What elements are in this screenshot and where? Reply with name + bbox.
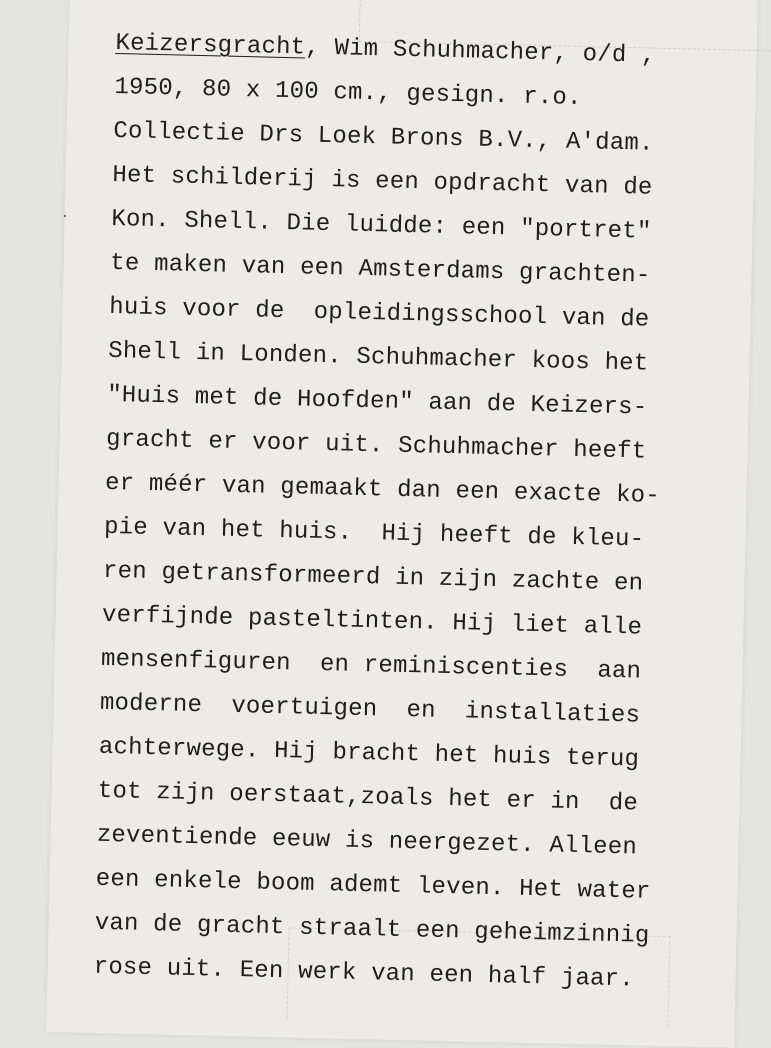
- text-line: Kon. Shell. Die luidde: een "portret": [111, 205, 652, 246]
- text-line: zeventiende eeuw is neergezet. Alleen: [96, 821, 638, 862]
- text-line: gracht er voor uit. Schuhmacher heeft: [105, 425, 647, 466]
- text-line: huis voor de opleidingsschool van de: [108, 293, 650, 334]
- ink-speck: [64, 215, 66, 217]
- text-line: Shell in Londen. Schuhmacher koos het: [107, 337, 649, 378]
- typewritten-text: [93, 22, 696, 1003]
- artwork-title: Keizersgracht: [115, 29, 306, 62]
- text-line: "Huis met de Hoofden" aan de Keizers-: [106, 381, 648, 422]
- text-line: mensenfiguren en reminiscenties aan: [100, 645, 642, 686]
- text-line: er méér van gemaakt dan een exacte ko-: [104, 469, 661, 510]
- text-line: 1950, 80 x 100 cm., gesign. r.o.: [114, 73, 582, 112]
- artwork-meta: , Wim Schuhmacher, o/d ,: [304, 34, 656, 70]
- text-line: rose uit. Een werk van een half jaar.: [93, 953, 635, 994]
- text-line: te maken van een Amsterdams grachten-: [109, 249, 651, 290]
- text-line: pie van het huis. Hij heeft de kleu-: [103, 513, 645, 554]
- text-line: achterwege. Hij bracht het huis terug: [98, 733, 640, 774]
- text-line: van de gracht straalt een geheimzinnig: [94, 909, 650, 950]
- text-line: moderne voertuigen en installaties: [99, 689, 641, 730]
- text-line: ren getransformeerd in zijn zachte en: [102, 557, 644, 598]
- text-line: tot zijn oerstaat,zoals het er in de: [97, 777, 639, 818]
- text-line: verfijnde pasteltinten. Hij liet alle: [101, 601, 643, 642]
- text-line: Het schilderij is een opdracht van de: [112, 161, 653, 202]
- text-line: een enkele boom ademt leven. Het water: [95, 865, 651, 906]
- text-line: Collectie Drs Loek Brons B.V., A'dam.: [113, 117, 654, 158]
